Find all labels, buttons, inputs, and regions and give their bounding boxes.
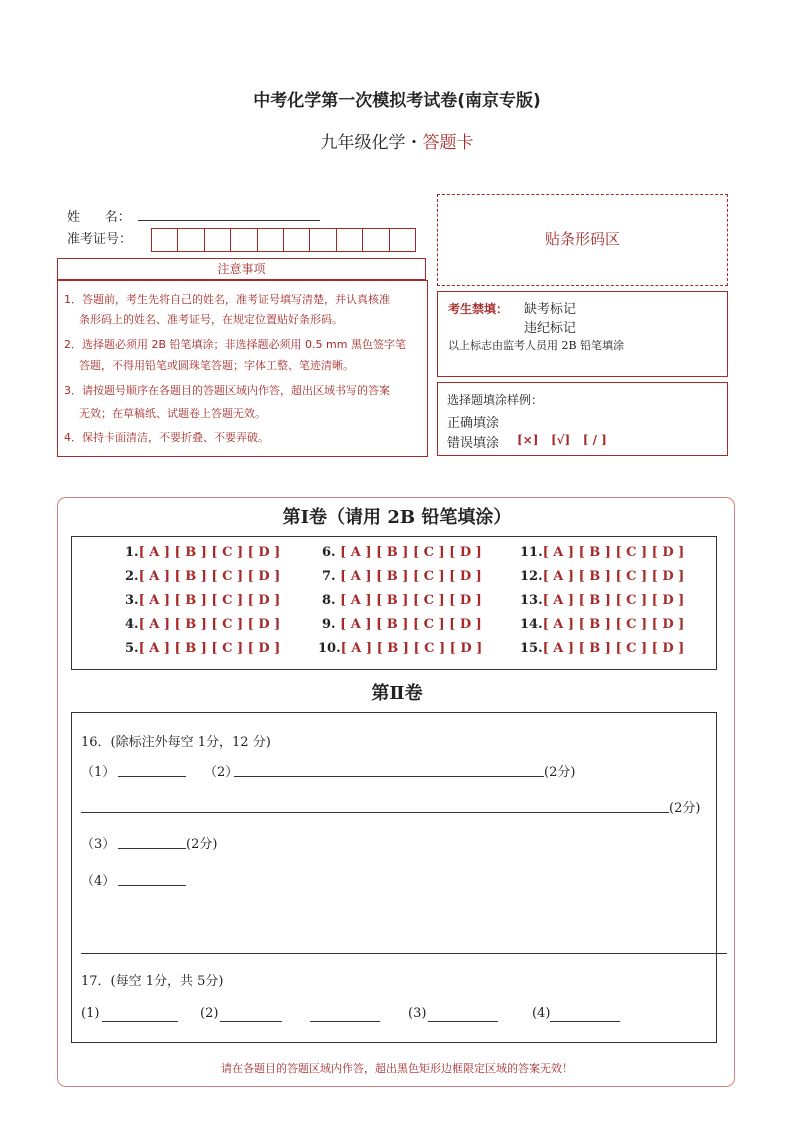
exam-id-boxes[interactable]	[151, 228, 416, 252]
answer-options: [ A ] [ B ] [ C ] [ D ]	[340, 545, 482, 560]
q16-long-blank[interactable]	[81, 811, 669, 813]
question-number: 9.	[322, 617, 341, 632]
mc-question[interactable]	[322, 569, 482, 584]
question-number: 10.	[318, 641, 341, 656]
question-number: 4.	[125, 617, 139, 632]
id-label: 准考证号：	[67, 232, 133, 247]
q16-part3-blank[interactable]	[118, 847, 186, 849]
wrong-fill-marks: [×] [√] [ / ]	[517, 433, 607, 447]
mc-question[interactable]	[125, 569, 280, 584]
answer-options: [ A ] [ B ] [ C ] [ D ]	[340, 593, 482, 608]
page-title: 中考化学第一次模拟考试卷(南京专版)	[253, 91, 541, 111]
question-number: 3.	[125, 593, 139, 608]
mc-question[interactable]	[322, 545, 482, 560]
answer-options: [ A ] [ B ] [ C ] [ D ]	[138, 569, 281, 584]
question-number: 15.	[520, 641, 543, 656]
q17-part3-label: (3)	[408, 1006, 427, 1021]
mc-question[interactable]	[520, 569, 684, 584]
answer-options: [ A ] [ B ] [ C ] [ D ]	[542, 569, 685, 584]
barcode-area[interactable]: 贴条形码区	[437, 194, 728, 286]
id-digit-box[interactable]	[363, 229, 389, 251]
question-number: 2.	[125, 569, 139, 584]
q16-part2-blank[interactable]	[234, 775, 544, 777]
question-number: 7.	[322, 569, 341, 584]
correct-fill-label: 正确填涂	[447, 416, 500, 431]
question-number: 14.	[520, 617, 543, 632]
q16-title: 16．(除标注外每空 1分，12 分)	[81, 735, 271, 750]
q16-part2-score: (2分)	[544, 765, 576, 780]
answer-options: [ A ] [ B ] [ C ] [ D ]	[542, 617, 685, 632]
q17-part3-blank[interactable]	[428, 1020, 498, 1022]
id-digit-box[interactable]	[205, 229, 231, 251]
q16-part2-label: （2）	[204, 765, 239, 780]
notice-box	[57, 280, 428, 457]
question-number: 1.	[125, 545, 139, 560]
answer-options: [ A ] [ B ] [ C ] [ D ]	[138, 593, 281, 608]
mc-question[interactable]	[125, 545, 280, 560]
notice-line: 1．答题前，考生先将自己的姓名，准考证号填写清楚，并认真核准	[64, 293, 390, 306]
mc-question[interactable]	[520, 617, 684, 632]
answer-options: [ A ] [ B ] [ C ] [ D ]	[340, 641, 483, 656]
multiple-choice-box	[71, 536, 717, 670]
q17-title: 17．(每空 1分，共 5分)	[81, 974, 224, 989]
notice-line: 3．请按题号顺序在各题目的答题区域内作答，超出区域书写的答案	[64, 384, 390, 397]
mc-question[interactable]	[125, 641, 280, 656]
id-digit-box[interactable]	[310, 229, 336, 251]
id-digit-box[interactable]	[284, 229, 310, 251]
question-number: 8.	[322, 593, 341, 608]
mc-question[interactable]	[318, 641, 482, 656]
q17-part4-blank[interactable]	[550, 1020, 620, 1022]
section-2-title: 第Ⅱ卷	[371, 683, 423, 704]
q16-part3-score: (2分)	[186, 837, 218, 852]
mc-question[interactable]	[520, 641, 684, 656]
proctor-box	[437, 291, 728, 377]
q17-part2-blank[interactable]	[220, 1020, 282, 1022]
notice-line: 2．选择题必须用 2B 铅笔填涂；非选择题必须用 0.5 mm 黑色签字笔	[64, 338, 406, 351]
subtitle-accent: 答题卡	[422, 133, 474, 153]
proctor-note: 以上标志由监考人员用 2B 铅笔填涂	[448, 339, 625, 352]
page-subtitle	[0, 128, 794, 153]
name-label: 姓 名：	[67, 210, 131, 225]
notice-line: 无效；在草稿纸、试题卷上答题无效。	[79, 407, 266, 420]
answer-options: [ A ] [ B ] [ C ] [ D ]	[138, 617, 281, 632]
mc-question[interactable]	[125, 617, 280, 632]
answer-options: [ A ] [ B ] [ C ] [ D ]	[138, 641, 281, 656]
q17-extra-blank[interactable]	[310, 1020, 380, 1022]
written-answer-box	[71, 712, 717, 1043]
q16-part1-label: （1）	[81, 765, 116, 780]
fill-sample-title: 选择题填涂样例：	[447, 393, 544, 407]
answer-options: [ A ] [ B ] [ C ] [ D ]	[542, 593, 685, 608]
answer-options: [ A ] [ B ] [ C ] [ D ]	[138, 545, 281, 560]
answer-options: [ A ] [ B ] [ C ] [ D ]	[340, 617, 482, 632]
id-digit-box[interactable]	[231, 229, 257, 251]
q16-part3-label: （3）	[81, 837, 116, 852]
fill-sample-box	[437, 382, 728, 456]
q17-part1-blank[interactable]	[102, 1020, 178, 1022]
mc-question[interactable]	[520, 593, 684, 608]
id-digit-box[interactable]	[152, 229, 178, 251]
id-digit-box[interactable]	[178, 229, 204, 251]
id-digit-box[interactable]	[390, 229, 415, 251]
notice-line: 条形码上的姓名、准考证号，在规定位置贴好条形码。	[79, 313, 343, 326]
id-digit-box[interactable]	[258, 229, 284, 251]
notice-line: 答题，不得用铅笔或圆珠笔答题；字体工整、笔迹清晰。	[79, 359, 354, 372]
mc-question[interactable]	[125, 593, 280, 608]
mc-question[interactable]	[322, 593, 482, 608]
notice-line: 4．保持卡面清洁，不要折叠、不要弄破。	[64, 431, 269, 444]
q16-part4-label: （4）	[81, 874, 116, 889]
question-number: 13.	[520, 593, 543, 608]
q17-part4-label: (4)	[532, 1006, 551, 1021]
name-field[interactable]	[138, 219, 320, 221]
proctor-label: 考生禁填：	[448, 302, 509, 316]
question-number: 5.	[125, 641, 139, 656]
question-number: 12.	[520, 569, 543, 584]
footer-warning: 请在各题目的答题区域内作答，超出黑色矩形边框限定区域的答案无效！	[221, 1062, 573, 1075]
q16-part4-blank[interactable]	[118, 884, 186, 886]
violation-mark[interactable]: 违纪标记	[524, 321, 577, 336]
wrong-fill-label: 错误填涂	[447, 436, 500, 451]
absent-mark[interactable]: 缺考标记	[524, 302, 577, 317]
notice-title: 注意事项	[57, 258, 426, 280]
mc-question[interactable]	[520, 545, 684, 560]
mc-question[interactable]	[322, 617, 482, 632]
question-number: 11.	[520, 545, 543, 560]
q16-q17-divider	[81, 952, 727, 954]
answer-options: [ A ] [ B ] [ C ] [ D ]	[542, 641, 685, 656]
answer-options: [ A ] [ B ] [ C ] [ D ]	[340, 569, 482, 584]
q16-long-score: (2分)	[669, 801, 701, 816]
answer-options: [ A ] [ B ] [ C ] [ D ]	[542, 545, 685, 560]
question-number: 6.	[322, 545, 341, 560]
q16-part1-blank[interactable]	[118, 775, 186, 777]
subtitle-main: 九年级化学・	[320, 133, 423, 153]
q17-part1-label: (1)	[81, 1006, 100, 1021]
id-digit-box[interactable]	[337, 229, 363, 251]
q17-part2-label: (2)	[200, 1006, 219, 1021]
section-1-title: 第Ⅰ卷（请用 2B 铅笔填涂）	[282, 507, 512, 528]
